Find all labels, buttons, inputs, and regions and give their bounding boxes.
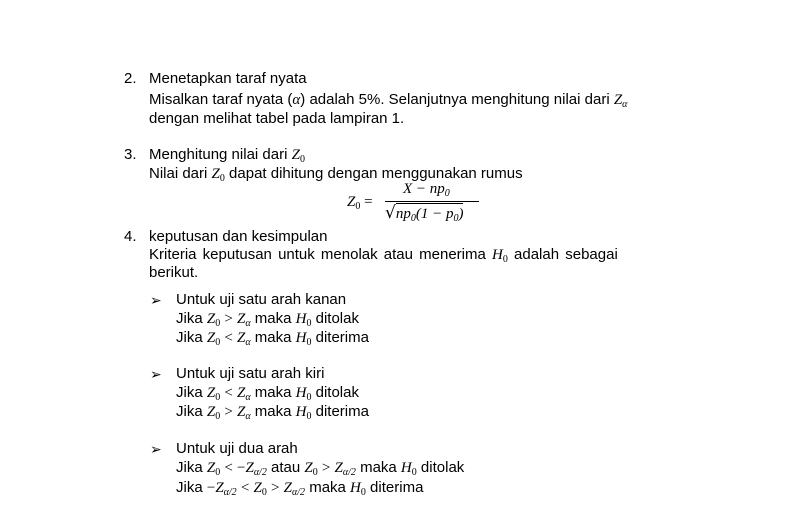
item-2-body-line-2: dengan melihat tabel pada lampiran 1. [149,110,405,127]
bullet-kanan-rule-1: Jika $Z_0 > Z_\alpha$ maka $H_0$ ditolak [176,310,359,329]
item-4-heading: keputusan dan kesimpulan [149,228,328,245]
arrow-bullet-icon: ➢ [150,292,162,308]
item-4-body-line-1: Kriteria keputusan untuk menolak atau menerima $H_0$ adalah sebagai [149,246,618,265]
item-3-heading: Menghitung nilai dari $Z_0$ [149,146,305,165]
formula-lhs: $Z_0$ = [347,194,373,212]
bullet-kiri-title: Untuk uji satu arah kiri [176,365,325,382]
bullet-kanan-rule-2: Jika $Z_0 < Z_\alpha$ maka $H_0$ diterima [176,329,369,348]
formula-numerator: $X - np_0$ [403,181,450,199]
item-4-body-line-2: berikut. [149,264,199,281]
bullet-kiri-rule-1: Jika $Z_0 < Z_\alpha$ maka $H_0$ ditolak [176,384,359,403]
square-root-icon: √ [385,203,396,223]
bullet-kanan-title: Untuk uji satu arah kanan [176,291,347,308]
bullet-dua-title: Untuk uji dua arah [176,440,298,457]
item-4-number: 4. [124,228,137,245]
bullet-kiri-rule-2: Jika $Z_0 > Z_\alpha$ maka $H_0$ diterima [176,403,369,422]
item-3-body: Nilai dari $Z_0$ dapat dihitung dengan menggunakan rumus [149,165,523,184]
fraction-bar [385,201,479,202]
item-2-number: 2. [124,70,137,87]
item-3-number: 3. [124,146,137,163]
arrow-bullet-icon: ➢ [150,441,162,457]
bullet-dua-rule-1: Jika $Z_0 < -Z_{\alpha/2}$ atau $Z_0 > Z_{\alpha/2}$ maka $H_0$ ditolak [176,459,465,478]
arrow-bullet-icon: ➢ [150,366,162,382]
item-2-body-line-1: Misalkan taraf nyata (α) adalah 5%. Selanjutnya menghitung nilai dari $Z_\alpha$ [149,91,628,110]
item-2-heading: Menetapkan taraf nyata [149,70,307,87]
bullet-dua-rule-2: Jika $-Z_{\alpha/2} < Z_0 > Z_{\alpha/2}$ maka $H_0$ diterima [176,479,424,498]
formula-denominator: $√np_0(1 - p_0)$ [385,203,464,224]
